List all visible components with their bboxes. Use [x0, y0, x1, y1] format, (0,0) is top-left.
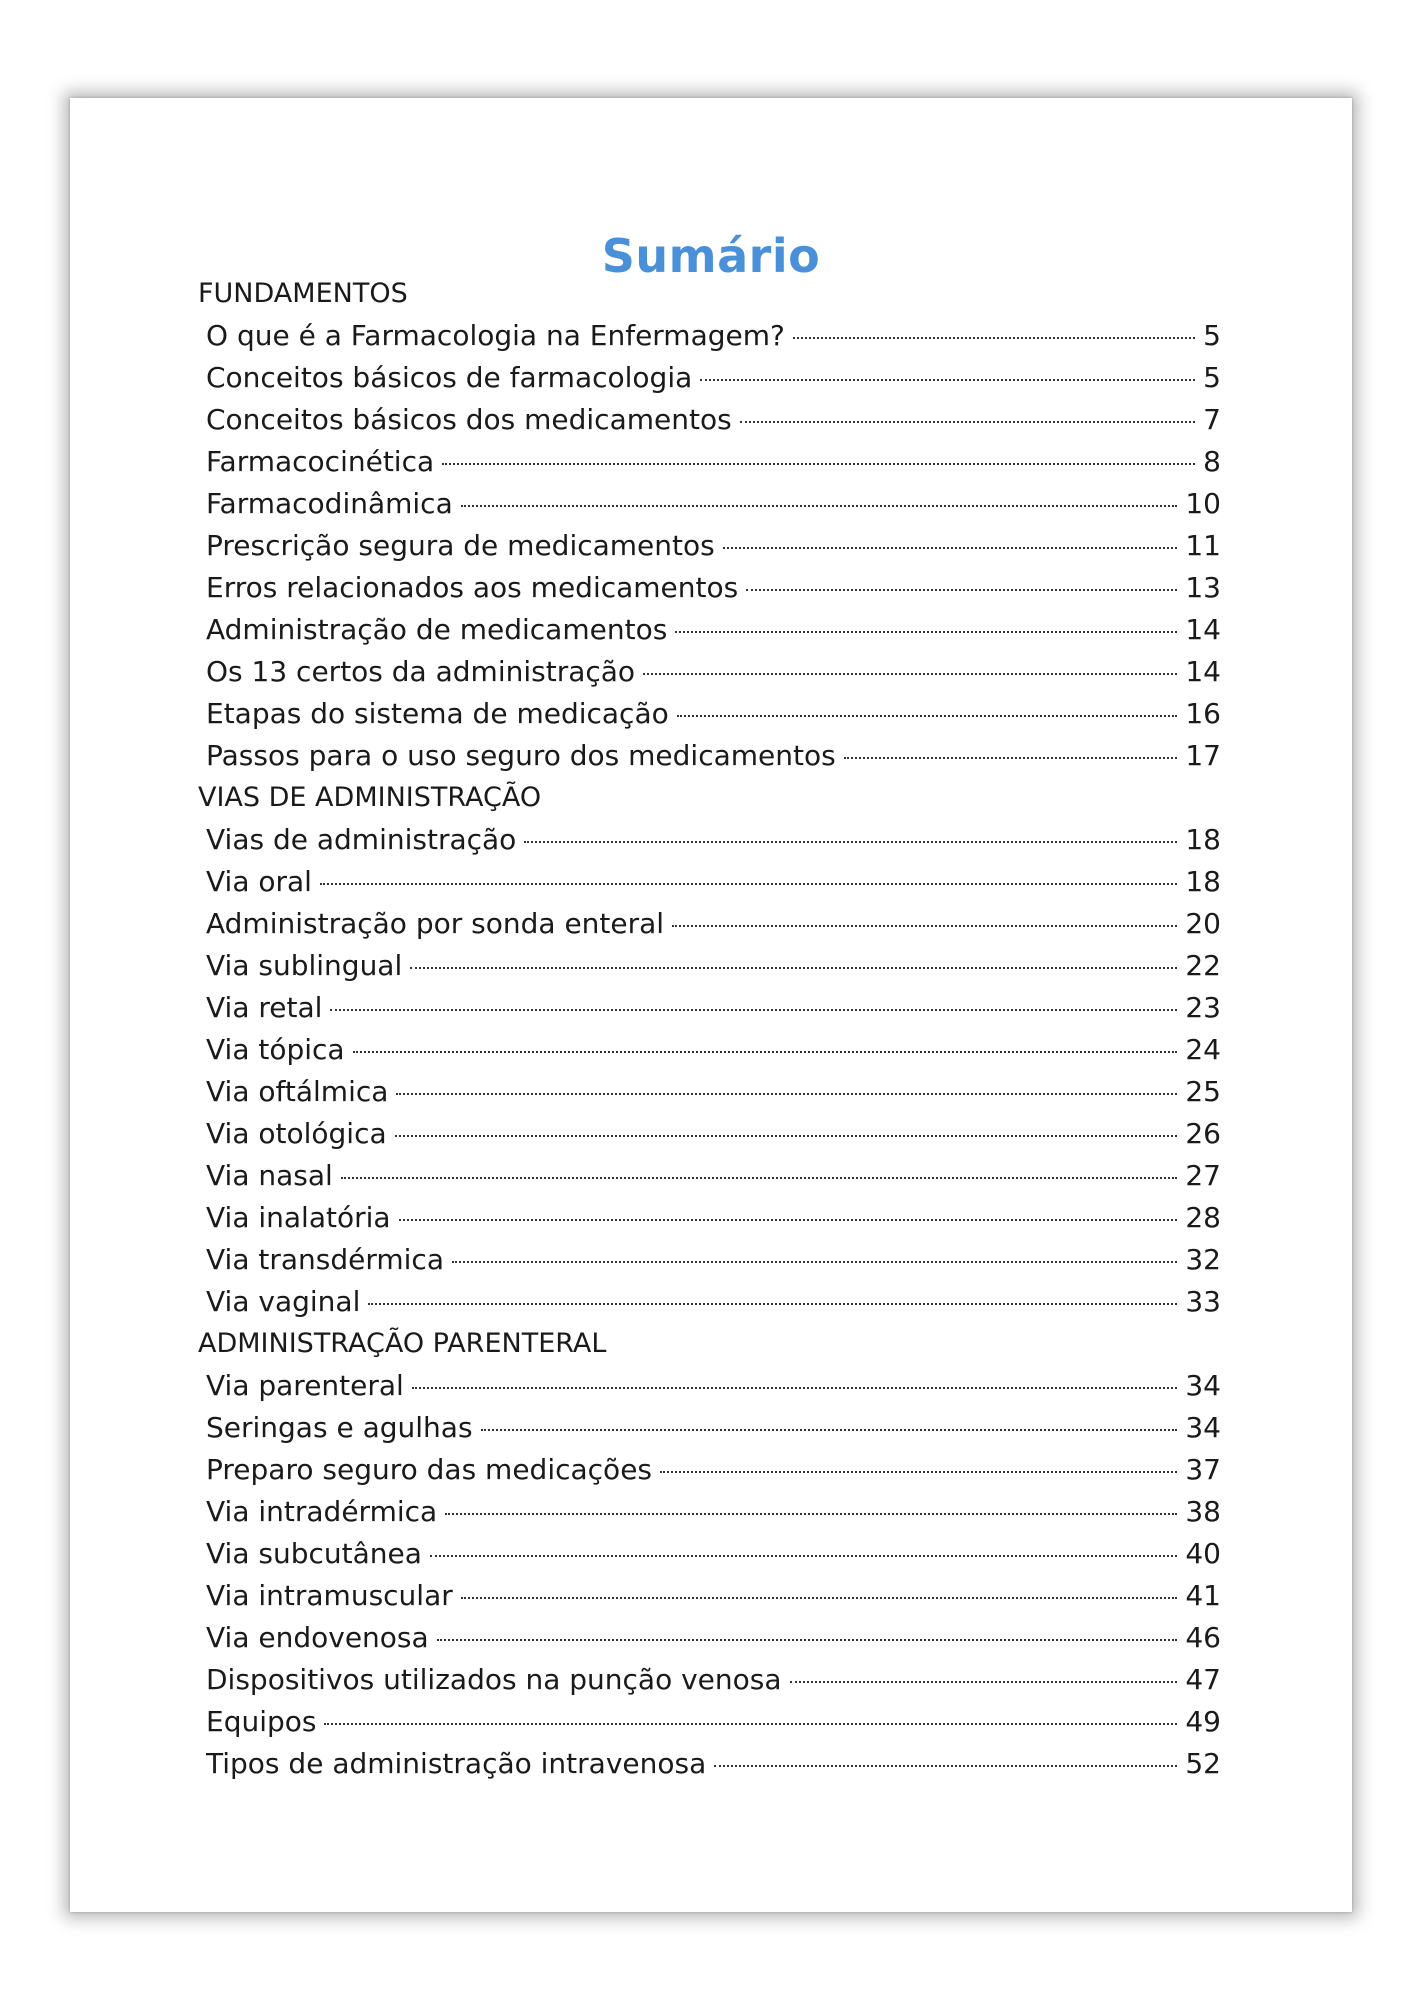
toc-entry-label: Via nasal — [206, 1159, 333, 1192]
dot-leader — [396, 1093, 1177, 1095]
dot-leader — [643, 673, 1177, 675]
toc-entry — [206, 819, 1221, 861]
toc-entry-page-number: 14 — [1185, 613, 1221, 646]
dot-leader — [481, 1429, 1178, 1431]
dot-leader — [844, 757, 1178, 759]
toc-entry-page-number: 47 — [1185, 1663, 1221, 1696]
dot-leader — [399, 1219, 1178, 1221]
toc-entry — [206, 1155, 1221, 1197]
toc-entry — [206, 1239, 1221, 1281]
toc-entry-page-number: 37 — [1185, 1453, 1221, 1486]
toc-entry-page-number: 5 — [1203, 319, 1221, 352]
dot-leader — [677, 715, 1178, 717]
toc-entry — [206, 861, 1221, 903]
toc-entry — [206, 1071, 1221, 1113]
toc-entry-label: Tipos de administração intravenosa — [206, 1747, 707, 1780]
toc-entry-label: Via transdérmica — [206, 1243, 444, 1276]
toc-entry — [206, 651, 1221, 693]
toc-entry-page-number: 26 — [1185, 1117, 1221, 1150]
toc-entry-label: Via intradérmica — [206, 1495, 438, 1528]
toc-entry-page-number: 25 — [1185, 1075, 1221, 1108]
dot-leader — [660, 1471, 1177, 1473]
toc-entry-page-number: 10 — [1185, 487, 1221, 520]
dot-leader — [461, 1597, 1178, 1599]
toc-entry — [206, 1029, 1221, 1071]
toc-entry — [206, 735, 1221, 777]
section-heading: FUNDAMENTOS — [198, 278, 408, 309]
toc-entry — [206, 945, 1221, 987]
dot-leader — [714, 1765, 1177, 1767]
dot-leader — [675, 631, 1177, 633]
table-of-contents — [70, 273, 1352, 1785]
dot-leader — [672, 925, 1177, 927]
toc-entry-page-number: 34 — [1185, 1411, 1221, 1444]
toc-entry — [206, 1743, 1221, 1785]
toc-entry-label: Via inalatória — [206, 1201, 391, 1234]
toc-entry-page-number: 41 — [1185, 1579, 1221, 1612]
toc-entry-label: Equipos — [206, 1705, 317, 1738]
toc-entry — [206, 1407, 1221, 1449]
toc-entry — [206, 399, 1221, 441]
toc-entry-label: Via endovenosa — [206, 1621, 429, 1654]
toc-entry-label: Via retal — [206, 991, 323, 1024]
toc-entry-label: Etapas do sistema de medicação — [206, 697, 669, 730]
toc-entry-page-number: 23 — [1185, 991, 1221, 1024]
toc-entry-label: Prescrição segura de medicamentos — [206, 529, 715, 562]
toc-entry-page-number: 33 — [1185, 1285, 1221, 1318]
toc-entry-page-number: 5 — [1203, 361, 1221, 394]
toc-entry-label: Conceitos básicos dos medicamentos — [206, 403, 732, 436]
toc-entry — [206, 1449, 1221, 1491]
dot-leader — [452, 1261, 1177, 1263]
toc-entry — [206, 1491, 1221, 1533]
toc-entry — [206, 1659, 1221, 1701]
toc-entry-label: Via tópica — [206, 1033, 345, 1066]
toc-entry — [206, 567, 1221, 609]
toc-entry-page-number: 11 — [1185, 529, 1221, 562]
toc-entry-label: Administração de medicamentos — [206, 613, 668, 646]
toc-entry-label: Via otológica — [206, 1117, 387, 1150]
dot-leader — [723, 547, 1178, 549]
toc-entry-page-number: 52 — [1185, 1747, 1221, 1780]
toc-entry-label: Via oral — [206, 865, 312, 898]
toc-entry-label: Passos para o uso seguro dos medicamentos — [206, 739, 836, 772]
toc-entry-page-number: 22 — [1185, 949, 1221, 982]
dot-leader — [461, 505, 1178, 507]
toc-entry-label: O que é a Farmacologia na Enfermagem? — [206, 319, 785, 352]
dot-leader — [790, 1681, 1178, 1683]
dot-leader — [430, 1555, 1177, 1557]
toc-entry-label: Via vaginal — [206, 1285, 361, 1318]
toc-entry — [206, 903, 1221, 945]
toc-entry-label: Via intramuscular — [206, 1579, 453, 1612]
toc-entry-page-number: 24 — [1185, 1033, 1221, 1066]
toc-entry-label: Via sublingual — [206, 949, 403, 982]
toc-entry-label: Farmacocinética — [206, 445, 435, 478]
toc-entry-page-number: 18 — [1185, 865, 1221, 898]
section-heading: VIAS DE ADMINISTRAÇÃO — [198, 782, 542, 813]
toc-entry-page-number: 7 — [1203, 403, 1221, 436]
toc-entry-page-number: 27 — [1185, 1159, 1221, 1192]
toc-entry — [206, 1365, 1221, 1407]
toc-entry-page-number: 14 — [1185, 655, 1221, 688]
document-page — [70, 98, 1352, 1912]
dot-leader — [410, 967, 1177, 969]
toc-entry-label: Farmacodinâmica — [206, 487, 453, 520]
toc-entry — [206, 441, 1221, 483]
toc-entry-page-number: 40 — [1185, 1537, 1221, 1570]
toc-entry — [206, 987, 1221, 1029]
toc-entry-label: Via parenteral — [206, 1369, 404, 1402]
toc-entry-page-number: 28 — [1185, 1201, 1221, 1234]
dot-leader — [442, 463, 1195, 465]
toc-entry-label: Vias de administração — [206, 823, 517, 856]
toc-entry — [206, 357, 1221, 399]
dot-leader — [324, 1723, 1177, 1725]
dot-leader — [330, 1009, 1177, 1011]
toc-entry-page-number: 46 — [1185, 1621, 1221, 1654]
toc-entry-page-number: 8 — [1203, 445, 1221, 478]
dot-leader — [320, 883, 1177, 885]
toc-entry-label: Erros relacionados aos medicamentos — [206, 571, 739, 604]
toc-entry — [206, 609, 1221, 651]
section-heading: ADMINISTRAÇÃO PARENTERAL — [198, 1328, 607, 1359]
dot-leader — [437, 1639, 1178, 1641]
toc-entry-label: Preparo seguro das medicações — [206, 1453, 653, 1486]
toc-entry-page-number: 17 — [1185, 739, 1221, 772]
toc-entry-page-number: 38 — [1185, 1495, 1221, 1528]
toc-entry — [206, 693, 1221, 735]
toc-entry — [206, 1197, 1221, 1239]
toc-entry-label: Via oftálmica — [206, 1075, 389, 1108]
toc-entry-label: Via subcutânea — [206, 1537, 422, 1570]
toc-entry-label: Administração por sonda enteral — [206, 907, 665, 940]
toc-entry — [206, 315, 1221, 357]
dot-leader — [412, 1387, 1178, 1389]
dot-leader — [445, 1513, 1177, 1515]
dot-leader — [368, 1303, 1177, 1305]
toc-entry — [206, 1575, 1221, 1617]
dot-leader — [740, 421, 1195, 423]
toc-entry-label: Dispositivos utilizados na punção venosa — [206, 1663, 782, 1696]
dot-leader — [700, 379, 1195, 381]
toc-entry-label: Os 13 certos da administração — [206, 655, 636, 688]
toc-entry — [206, 1113, 1221, 1155]
toc-entry-page-number: 34 — [1185, 1369, 1221, 1402]
dot-leader — [793, 337, 1195, 339]
toc-entry-page-number: 16 — [1185, 697, 1221, 730]
toc-entry-page-number: 18 — [1185, 823, 1221, 856]
toc-entry — [206, 1701, 1221, 1743]
dot-leader — [524, 841, 1177, 843]
toc-entry-page-number: 49 — [1185, 1705, 1221, 1738]
toc-entry-label: Conceitos básicos de farmacologia — [206, 361, 693, 394]
toc-entry-page-number: 32 — [1185, 1243, 1221, 1276]
toc-entry — [206, 1617, 1221, 1659]
toc-entry — [206, 525, 1221, 567]
dot-leader — [341, 1177, 1178, 1179]
toc-entry-page-number: 20 — [1185, 907, 1221, 940]
toc-entry-label: Seringas e agulhas — [206, 1411, 473, 1444]
toc-entry — [206, 1281, 1221, 1323]
toc-entry — [206, 483, 1221, 525]
dot-leader — [353, 1051, 1178, 1053]
page-title: Sumário — [601, 229, 821, 283]
dot-leader — [746, 589, 1177, 591]
toc-entry — [206, 1533, 1221, 1575]
dot-leader — [395, 1135, 1178, 1137]
toc-entry-page-number: 13 — [1185, 571, 1221, 604]
